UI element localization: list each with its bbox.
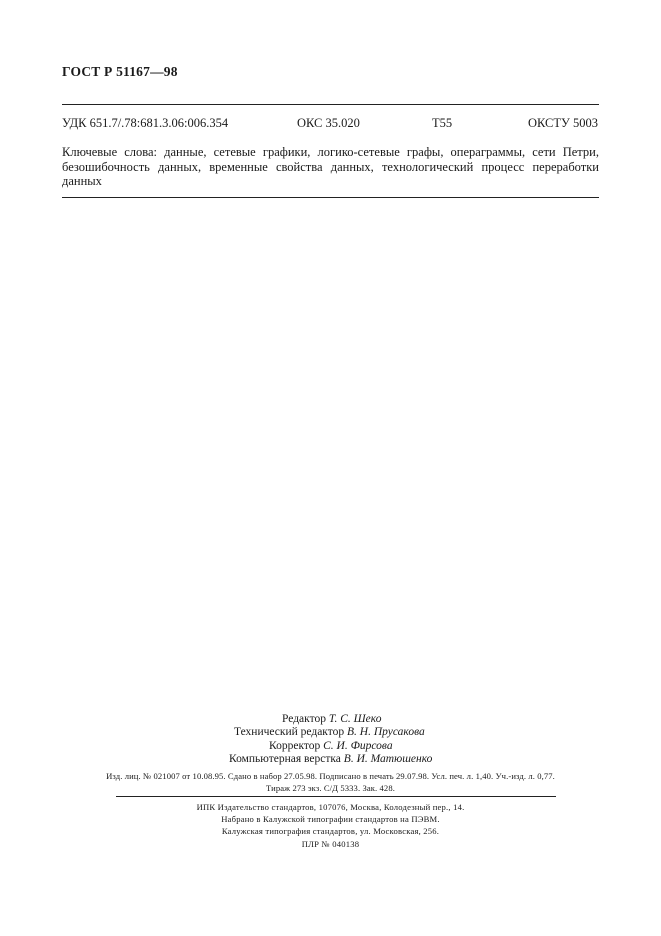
- printing-line-1: ИПК Издательство стандартов, 107076, Москва, Колодезный пер., 14.: [196, 802, 465, 812]
- printing-line-2: Набрано в Калужской типографии стандартов на ПЭВМ.: [221, 814, 440, 825]
- okstu-code: ОКСТУ 5003: [528, 116, 599, 130]
- credit-role: Редактор: [282, 713, 326, 725]
- credit-name: С. И. Фирсова: [323, 739, 393, 752]
- credit-name: В. И. Матюшенко: [343, 753, 433, 766]
- printing-block: [0, 801, 661, 850]
- publication-line-1: Изд. лиц. № 021007 от 10.08.95. Сдано в набор 27.05.98. Подписано в печать 29.07.98. Усл. печ. л. 1,40. Уч.-изд. л. 0,77.: [106, 771, 555, 781]
- credit-role: Технический редактор: [234, 726, 345, 739]
- top-divider: [62, 104, 599, 105]
- credit-editor: [282, 713, 381, 726]
- credit-name: В. Н. Прусакова: [347, 726, 425, 739]
- credit-tech-editor: [234, 726, 425, 739]
- printing-line-4: ПЛР № 040138: [301, 838, 360, 849]
- keywords-paragraph: Ключевые слова: данные, сетевые графики, логико-сетевые графы, операграммы, сети Петри, безошибочность данных, временные свойства данных, технологический процесс переработки данных: [62, 145, 599, 189]
- credit-role: Корректор: [269, 739, 321, 752]
- credit-layout: [229, 753, 432, 766]
- oks-code: ОКС 35.020: [297, 116, 360, 130]
- document-code: ГОСТ Р 51167—98: [62, 64, 178, 79]
- group-code: Т55: [432, 116, 453, 130]
- credit-name: Т. С. Шеко: [328, 713, 382, 725]
- credit-role: Компьютерная верстка: [229, 753, 341, 766]
- printing-divider: [116, 796, 556, 797]
- publication-line-2: Тираж 273 экз. С/Д 5333. Зак. 428.: [266, 783, 395, 793]
- credit-proofreader: [269, 740, 393, 753]
- keywords-divider: [62, 197, 599, 198]
- udk-code: УДК 651.7/.78:681.3.06:006.354: [62, 116, 229, 130]
- printing-line-3: Калужская типография стандартов, ул. Московская, 256.: [221, 826, 440, 837]
